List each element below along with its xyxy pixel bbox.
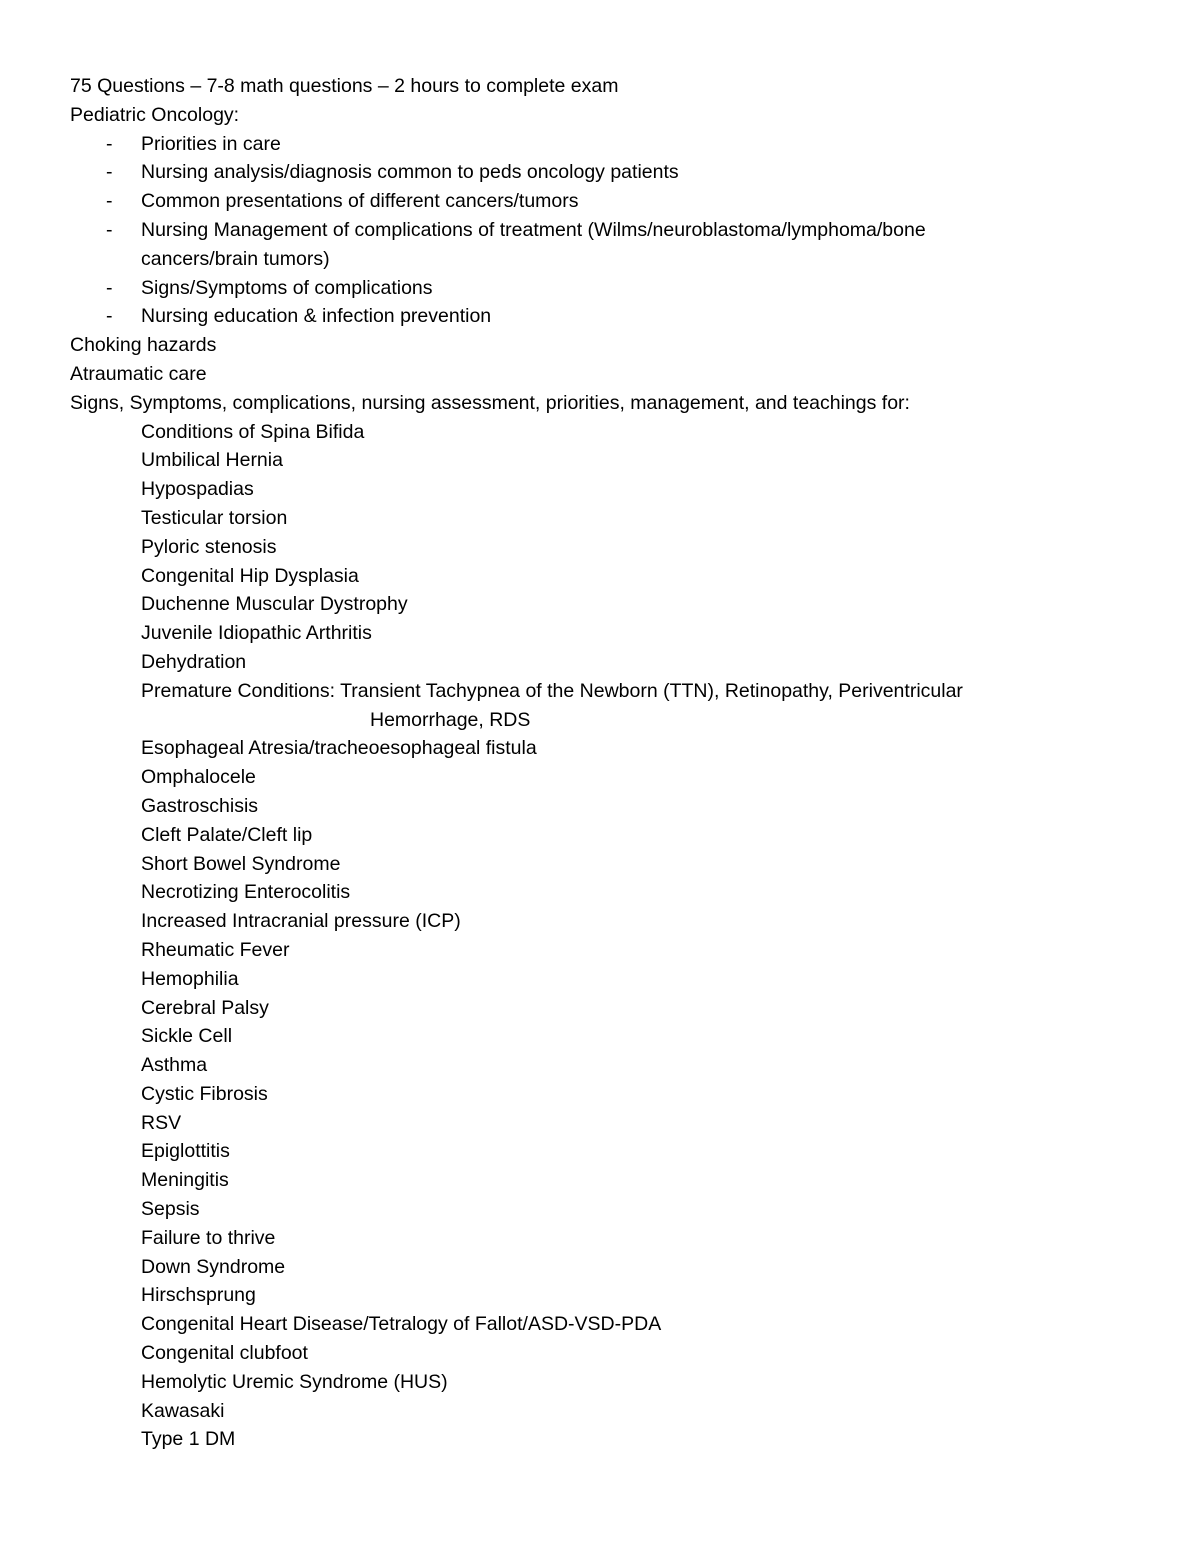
topic-item: Congenital Hip Dysplasia (141, 564, 359, 587)
topic-item: Cystic Fibrosis (141, 1082, 268, 1105)
topic-list (70, 418, 1130, 1455)
topic-item: Dehydration (141, 650, 247, 673)
topic-item: Failure to thrive (141, 1226, 276, 1249)
topic-item: Duchenne Muscular Dystrophy (141, 593, 408, 616)
topic-item: Hemophilia (141, 967, 239, 990)
bullet-dash: - (106, 132, 113, 155)
atraumatic-care-line: Atraumatic care (70, 362, 207, 385)
topic-item: RSV (141, 1111, 182, 1134)
topic-item: Hypospadias (141, 478, 254, 501)
topic-item: Sepsis (141, 1198, 200, 1221)
premature-line-2: Hemorrhage, RDS (370, 708, 531, 731)
oncology-item-text: Signs/Symptoms of complications (141, 276, 433, 299)
topic-item: Testicular torsion (141, 506, 288, 529)
topic-item: Pyloric stenosis (141, 535, 277, 558)
topic-item: Rheumatic Fever (141, 938, 290, 961)
topic-item: Esophageal Atresia/tracheoesophageal fistula (141, 737, 537, 760)
topic-item: Meningitis (141, 1169, 229, 1192)
premature-line-1: Premature Conditions: Transient Tachypnea of the Newborn (TTN), Retinopathy, Periventricular (141, 679, 963, 702)
topic-item: Type 1 DM (141, 1428, 236, 1451)
oncology-item-text: Priorities in care (141, 132, 281, 155)
oncology-list (70, 130, 1130, 332)
topic-item: Kawasaki (141, 1399, 225, 1422)
topic-item: Short Bowel Syndrome (141, 852, 341, 875)
oncology-item-text: Common presentations of different cancers/tumors (141, 190, 579, 213)
topic-item-premature (70, 677, 1130, 735)
oncology-item (70, 187, 1130, 216)
topic-item: Cerebral Palsy (141, 996, 269, 1019)
topic-item: Asthma (141, 1054, 208, 1077)
topic-item: Juvenile Idiopathic Arthritis (141, 622, 372, 645)
topic-item: Conditions of Spina Bifida (141, 420, 365, 443)
topic-item: Necrotizing Enterocolitis (141, 881, 351, 904)
signs-heading: Signs, Symptoms, complications, nursing assessment, priorities, management, and teachings for: (70, 391, 910, 414)
oncology-item-text: Nursing analysis/diagnosis common to peds oncology patients (141, 161, 679, 184)
bullet-dash: - (106, 276, 113, 299)
oncology-item (70, 158, 1130, 187)
topic-item: Hemolytic Uremic Syndrome (HUS) (141, 1370, 448, 1393)
bullet-dash: - (106, 190, 113, 213)
choking-hazards-line: Choking hazards (70, 334, 217, 357)
exam-info-line: 75 Questions – 7-8 math questions – 2 hours to complete exam (70, 75, 619, 97)
topic-item: Omphalocele (141, 766, 256, 789)
topic-item: Down Syndrome (141, 1255, 286, 1278)
oncology-item-text: Nursing Management of complications of treatment (Wilms/neuroblastoma/lymphoma/bone cancers/brain tumors) (141, 218, 926, 270)
oncology-item-text: Nursing education & infection prevention (141, 305, 492, 328)
oncology-item (70, 274, 1130, 303)
topic-item: Congenital Heart Disease/Tetralogy of Fallot/ASD-VSD-PDA (141, 1313, 662, 1336)
topic-item: Congenital clubfoot (141, 1342, 308, 1365)
bullet-dash: - (106, 218, 113, 241)
oncology-heading: Pediatric Oncology: (70, 103, 240, 126)
topic-item: Epiglottitis (141, 1140, 230, 1163)
oncology-item (70, 302, 1130, 331)
topic-item: Cleft Palate/Cleft lip (141, 823, 313, 846)
oncology-item (70, 130, 1130, 159)
topic-item: Umbilical Hernia (141, 449, 283, 472)
topic-item: Hirschsprung (141, 1284, 256, 1307)
topic-item: Sickle Cell (141, 1025, 233, 1048)
topic-item: Gastroschisis (141, 794, 259, 817)
document-body (70, 72, 1130, 1454)
bullet-dash: - (106, 305, 113, 328)
topic-item: Increased Intracranial pressure (ICP) (141, 910, 461, 933)
oncology-item (70, 216, 1130, 274)
bullet-dash: - (106, 161, 113, 184)
